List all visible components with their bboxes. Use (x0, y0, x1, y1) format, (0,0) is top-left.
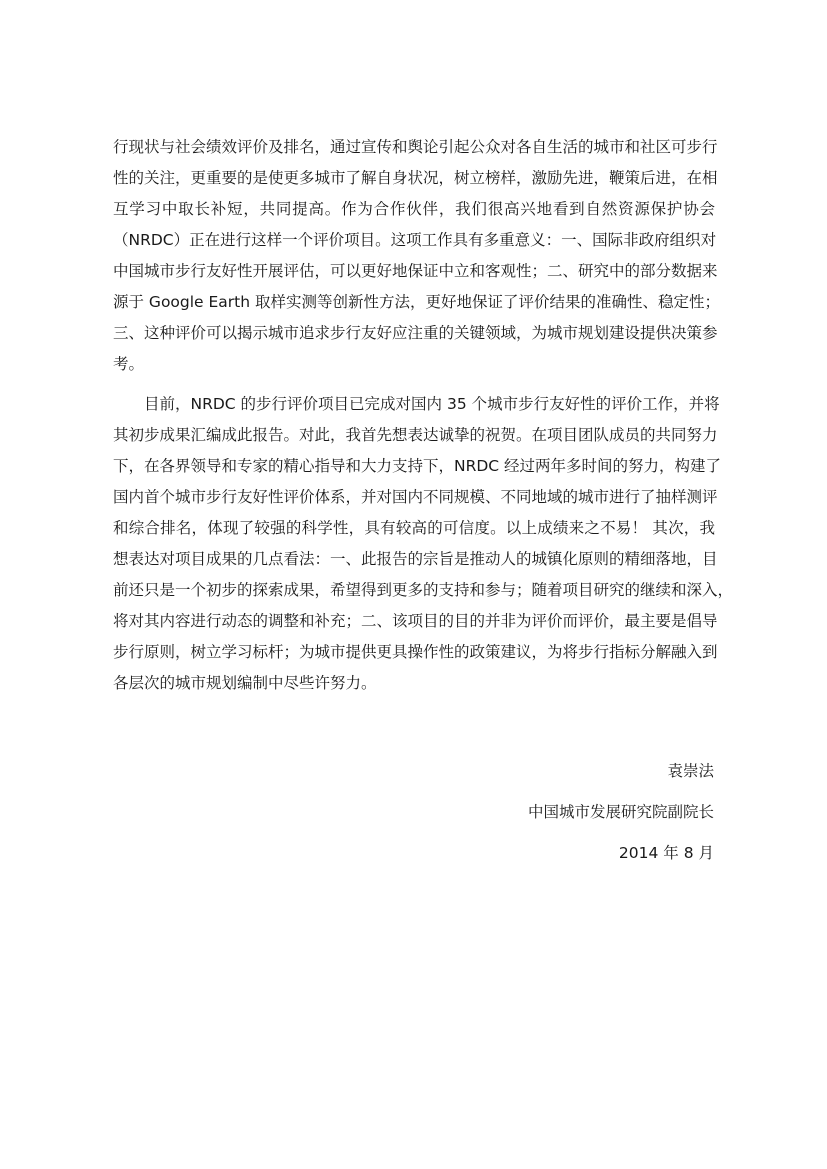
paragraph-2-line: 国内首个城市步行友好性评价体系，并对国内不同规模、不同地域的城市进行了抽样测评 (113, 488, 718, 506)
paragraph-1-line: 中国城市步行友好性开展评估，可以更好地保证中立和客观性；二、研究中的部分数据来 (113, 262, 718, 280)
paragraph-1-line: 行现状与社会绩效评价及排名，通过宣传和舆论引起公众对各自生活的城市和社区可步行 (113, 138, 718, 156)
paragraph-1-line: 三、这种评价可以揭示城市追求步行友好应注重的关键领域，为城市规划建设提供决策参 (113, 324, 718, 342)
paragraph-2-line: 各层次的城市规划编制中尽些许努力。 (113, 674, 377, 692)
paragraph-2-line: 步行原则，树立学习标杆；为城市提供更具操作性的政策建议，为将步行指标分解融入到 (113, 643, 718, 661)
paragraph-2-line: 下，在各界领导和专家的精心指导和大力支持下，NRDC 经过两年多时间的努力，构建了 (113, 457, 722, 475)
paragraph-1-line: 考。 (113, 355, 145, 373)
signature-date: 2014 年 8 月 (618, 844, 714, 862)
paragraph-2-line: 其初步成果汇编成此报告。对此，我首先想表达诚挚的祝贺。在项目团队成员的共同努力 (113, 426, 718, 444)
paragraph-2-line: 想表达对项目成果的几点看法：一、此报告的宗旨是推动人的城镇化原则的精细落地，目 (113, 550, 718, 568)
signature-name: 袁崇法 (667, 762, 714, 780)
paragraph-1-line: 互学习中取长补短，共同提高。作为合作伙伴，我们很高兴地看到自然资源保护协会 (113, 200, 715, 218)
paragraph-1-line: （NRDC）正在进行这样一个评价项目。这项工作具有多重意义：一、国际非政府组织对 (113, 231, 717, 249)
paragraph-2-line: 和综合排名，体现了较强的科学性，具有较高的可信度。以上成绩来之不易！ 其次，我 (113, 519, 715, 537)
paragraph-1-line: 源于 Google Earth 取样实测等创新性方法，更好地保证了评价结果的准确性、稳定性； (113, 293, 721, 311)
paragraph-2-line: 目前，NRDC 的步行评价项目已完成对国内 35 个城市步行友好性的评价工作，并将 (144, 395, 720, 413)
paragraph-2-line: 前还只是一个初步的探索成果，希望得到更多的支持和参与；随着项目研究的继续和深入， (113, 581, 734, 599)
signature-title: 中国城市发展研究院副院长 (527, 803, 714, 821)
paragraph-2-line: 将对其内容进行动态的调整和补充；二、该项目的目的并非为评价而评价，最主要是倡导 (113, 612, 718, 630)
paragraph-1-line: 性的关注，更重要的是使更多城市了解自身状况，树立榜样，激励先进，鞭策后进，在相 (113, 169, 718, 187)
